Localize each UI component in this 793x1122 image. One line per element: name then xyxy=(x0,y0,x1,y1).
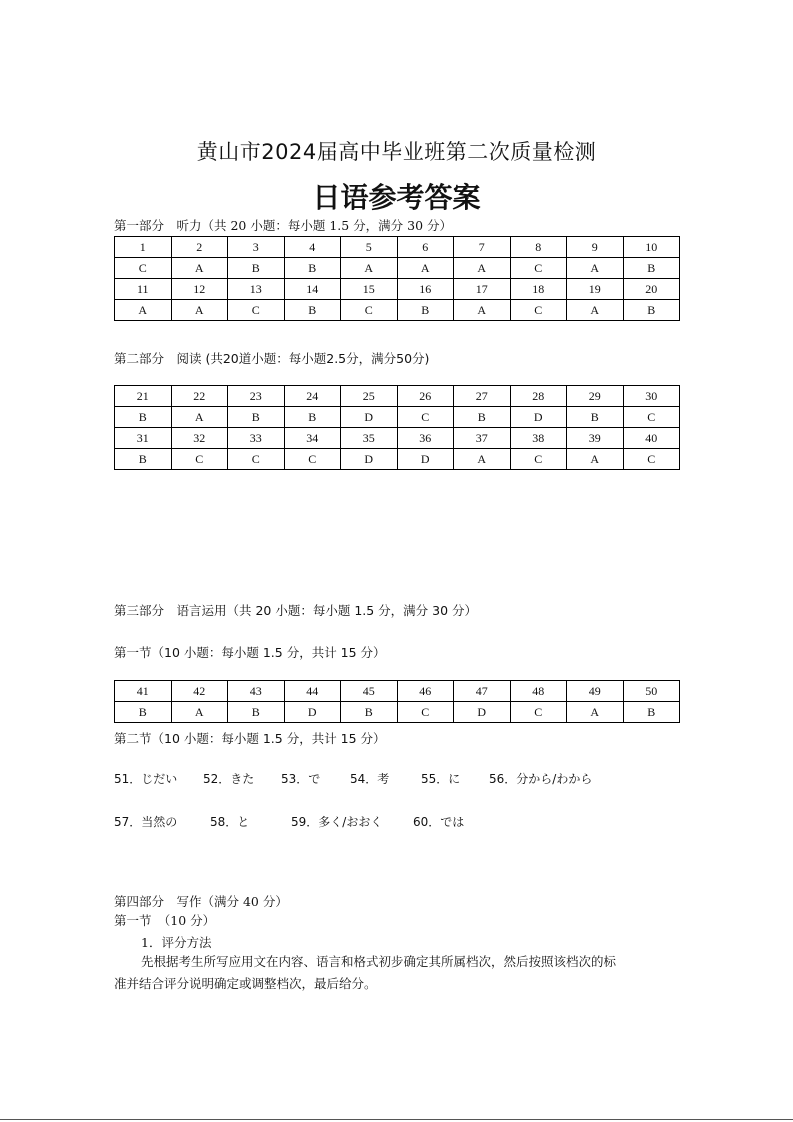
answer-cell: A xyxy=(115,300,172,321)
question-number-cell: 2 xyxy=(171,237,228,258)
answer-cell: C xyxy=(228,449,285,470)
answer-cell: B xyxy=(397,300,454,321)
answer-cell: D xyxy=(397,449,454,470)
answer-cell: A xyxy=(454,449,511,470)
document-subtitle: 日语参考答案 xyxy=(312,181,481,214)
question-number-cell: 50 xyxy=(623,681,680,702)
answer-cell: B xyxy=(115,449,172,470)
question-number-cell: 12 xyxy=(171,279,228,300)
part3-heading: 第三部分 语言运用（共 20 小题：每小题 1.5 分，满分 30 分） xyxy=(114,603,478,618)
answer-row xyxy=(115,258,680,279)
answer-cell: A xyxy=(567,300,624,321)
answer-cell: B xyxy=(284,258,341,279)
answer-cell: B xyxy=(623,702,680,723)
answer-cell: A xyxy=(567,449,624,470)
answer-cell: C xyxy=(171,449,228,470)
question-number-cell: 8 xyxy=(510,237,567,258)
part4-heading: 第四部分 写作（满分 40 分） xyxy=(114,894,288,909)
question-number-cell: 46 xyxy=(397,681,454,702)
answer-cell: A xyxy=(454,258,511,279)
question-number-cell: 31 xyxy=(115,428,172,449)
question-number-cell: 37 xyxy=(454,428,511,449)
answer-cell: D xyxy=(510,407,567,428)
question-number-row xyxy=(115,237,680,258)
answer-cell: A xyxy=(567,258,624,279)
answer-cell: B xyxy=(115,407,172,428)
answer-cell: B xyxy=(228,702,285,723)
fill-answer: 54．考 xyxy=(350,772,390,786)
question-number-cell: 29 xyxy=(567,386,624,407)
answer-cell: A xyxy=(171,258,228,279)
question-number-cell: 27 xyxy=(454,386,511,407)
question-number-cell: 16 xyxy=(397,279,454,300)
question-number-cell: 47 xyxy=(454,681,511,702)
question-number-cell: 35 xyxy=(341,428,398,449)
question-number-cell: 44 xyxy=(284,681,341,702)
question-number-cell: 6 xyxy=(397,237,454,258)
answer-cell: A xyxy=(454,300,511,321)
question-number-cell: 43 xyxy=(228,681,285,702)
question-number-cell: 32 xyxy=(171,428,228,449)
question-number-cell: 34 xyxy=(284,428,341,449)
part1-answer-table xyxy=(114,236,680,321)
question-number-cell: 26 xyxy=(397,386,454,407)
question-number-row xyxy=(115,681,680,702)
question-number-cell: 7 xyxy=(454,237,511,258)
part3-answer-table xyxy=(114,680,680,723)
answer-cell: D xyxy=(284,702,341,723)
answer-cell: C xyxy=(510,300,567,321)
question-number-cell: 49 xyxy=(567,681,624,702)
question-number-cell: 41 xyxy=(115,681,172,702)
question-number-cell: 33 xyxy=(228,428,285,449)
answer-cell: D xyxy=(454,702,511,723)
question-number-cell: 22 xyxy=(171,386,228,407)
fill-answer: 56．分から/わから xyxy=(489,772,593,786)
question-number-cell: 19 xyxy=(567,279,624,300)
answer-cell: C xyxy=(623,407,680,428)
question-number-cell: 20 xyxy=(623,279,680,300)
question-number-row xyxy=(115,279,680,300)
question-number-cell: 36 xyxy=(397,428,454,449)
question-number-cell: 45 xyxy=(341,681,398,702)
question-number-cell: 1 xyxy=(115,237,172,258)
question-number-cell: 39 xyxy=(567,428,624,449)
answer-cell: B xyxy=(567,407,624,428)
question-number-cell: 25 xyxy=(341,386,398,407)
part3-section1-heading: 第一节（10 小题：每小题 1.5 分，共计 15 分） xyxy=(114,645,386,660)
question-number-cell: 14 xyxy=(284,279,341,300)
answer-cell: A xyxy=(567,702,624,723)
answer-cell: B xyxy=(115,702,172,723)
question-number-cell: 5 xyxy=(341,237,398,258)
answer-cell: C xyxy=(397,407,454,428)
part3-section2-heading: 第二节（10 小题：每小题 1.5 分，共计 15 分） xyxy=(114,731,386,746)
answer-cell: D xyxy=(341,407,398,428)
answer-cell: B xyxy=(228,407,285,428)
answer-row xyxy=(115,407,680,428)
question-number-cell: 15 xyxy=(341,279,398,300)
question-number-row xyxy=(115,386,680,407)
question-number-cell: 10 xyxy=(623,237,680,258)
question-number-cell: 38 xyxy=(510,428,567,449)
answer-cell: C xyxy=(623,449,680,470)
question-number-cell: 42 xyxy=(171,681,228,702)
answer-cell: B xyxy=(341,702,398,723)
question-number-cell: 24 xyxy=(284,386,341,407)
scoring-method-label: 1．评分方法 xyxy=(141,935,212,950)
question-number-cell: 18 xyxy=(510,279,567,300)
answer-cell: C xyxy=(397,702,454,723)
question-number-cell: 11 xyxy=(115,279,172,300)
question-number-cell: 48 xyxy=(510,681,567,702)
answer-cell: C xyxy=(510,702,567,723)
fill-answer: 58．と xyxy=(210,815,250,829)
question-number-cell: 4 xyxy=(284,237,341,258)
answer-cell: A xyxy=(171,300,228,321)
fill-answer: 59．多く/おおく xyxy=(291,815,383,829)
scoring-paragraph-line: 准并结合评分说明确定或调整档次，最后给分。 xyxy=(114,976,377,991)
part1-heading: 第一部分 听力（共 20 小题：每小题 1.5 分，满分 30 分） xyxy=(114,218,453,233)
fill-answer: 60．では xyxy=(413,815,465,829)
part2-heading: 第二部分 阅读 (共20道小题：每小题2.5分，满分50分) xyxy=(114,351,430,366)
fill-answer: 51．じだい xyxy=(114,772,178,786)
question-number-row xyxy=(115,428,680,449)
document-title: 黄山市2024届高中毕业班第二次质量检测 xyxy=(196,140,597,164)
answer-cell: B xyxy=(284,407,341,428)
question-number-cell: 21 xyxy=(115,386,172,407)
answer-cell: C xyxy=(510,449,567,470)
answer-row xyxy=(115,702,680,723)
answer-cell: B xyxy=(228,258,285,279)
answer-cell: B xyxy=(454,407,511,428)
fill-answer: 57．当然の xyxy=(114,815,178,829)
question-number-cell: 13 xyxy=(228,279,285,300)
question-number-cell: 30 xyxy=(623,386,680,407)
question-number-cell: 3 xyxy=(228,237,285,258)
question-number-cell: 40 xyxy=(623,428,680,449)
answer-cell: B xyxy=(284,300,341,321)
fill-answer: 53．で xyxy=(281,772,321,786)
part2-answer-table xyxy=(114,385,680,470)
answer-row xyxy=(115,300,680,321)
answer-cell: B xyxy=(623,300,680,321)
answer-cell: A xyxy=(341,258,398,279)
question-number-cell: 23 xyxy=(228,386,285,407)
question-number-cell: 17 xyxy=(454,279,511,300)
answer-cell: C xyxy=(341,300,398,321)
fill-answer: 55．に xyxy=(421,772,461,786)
answer-row xyxy=(115,449,680,470)
answer-cell: A xyxy=(171,702,228,723)
answer-cell: B xyxy=(623,258,680,279)
page-bottom-rule xyxy=(0,1119,793,1120)
answer-cell: D xyxy=(341,449,398,470)
question-number-cell: 9 xyxy=(567,237,624,258)
answer-cell: C xyxy=(284,449,341,470)
answer-cell: A xyxy=(171,407,228,428)
answer-cell: A xyxy=(397,258,454,279)
answer-cell: C xyxy=(228,300,285,321)
answer-cell: C xyxy=(510,258,567,279)
scoring-paragraph-line: 先根据考生所写应用文在内容、语言和格式初步确定其所属档次，然后按照该档次的标 xyxy=(141,954,617,969)
part4-section1-heading: 第一节 （10 分） xyxy=(114,913,216,928)
question-number-cell: 28 xyxy=(510,386,567,407)
answer-cell: C xyxy=(115,258,172,279)
fill-answer: 52．きた xyxy=(203,772,255,786)
